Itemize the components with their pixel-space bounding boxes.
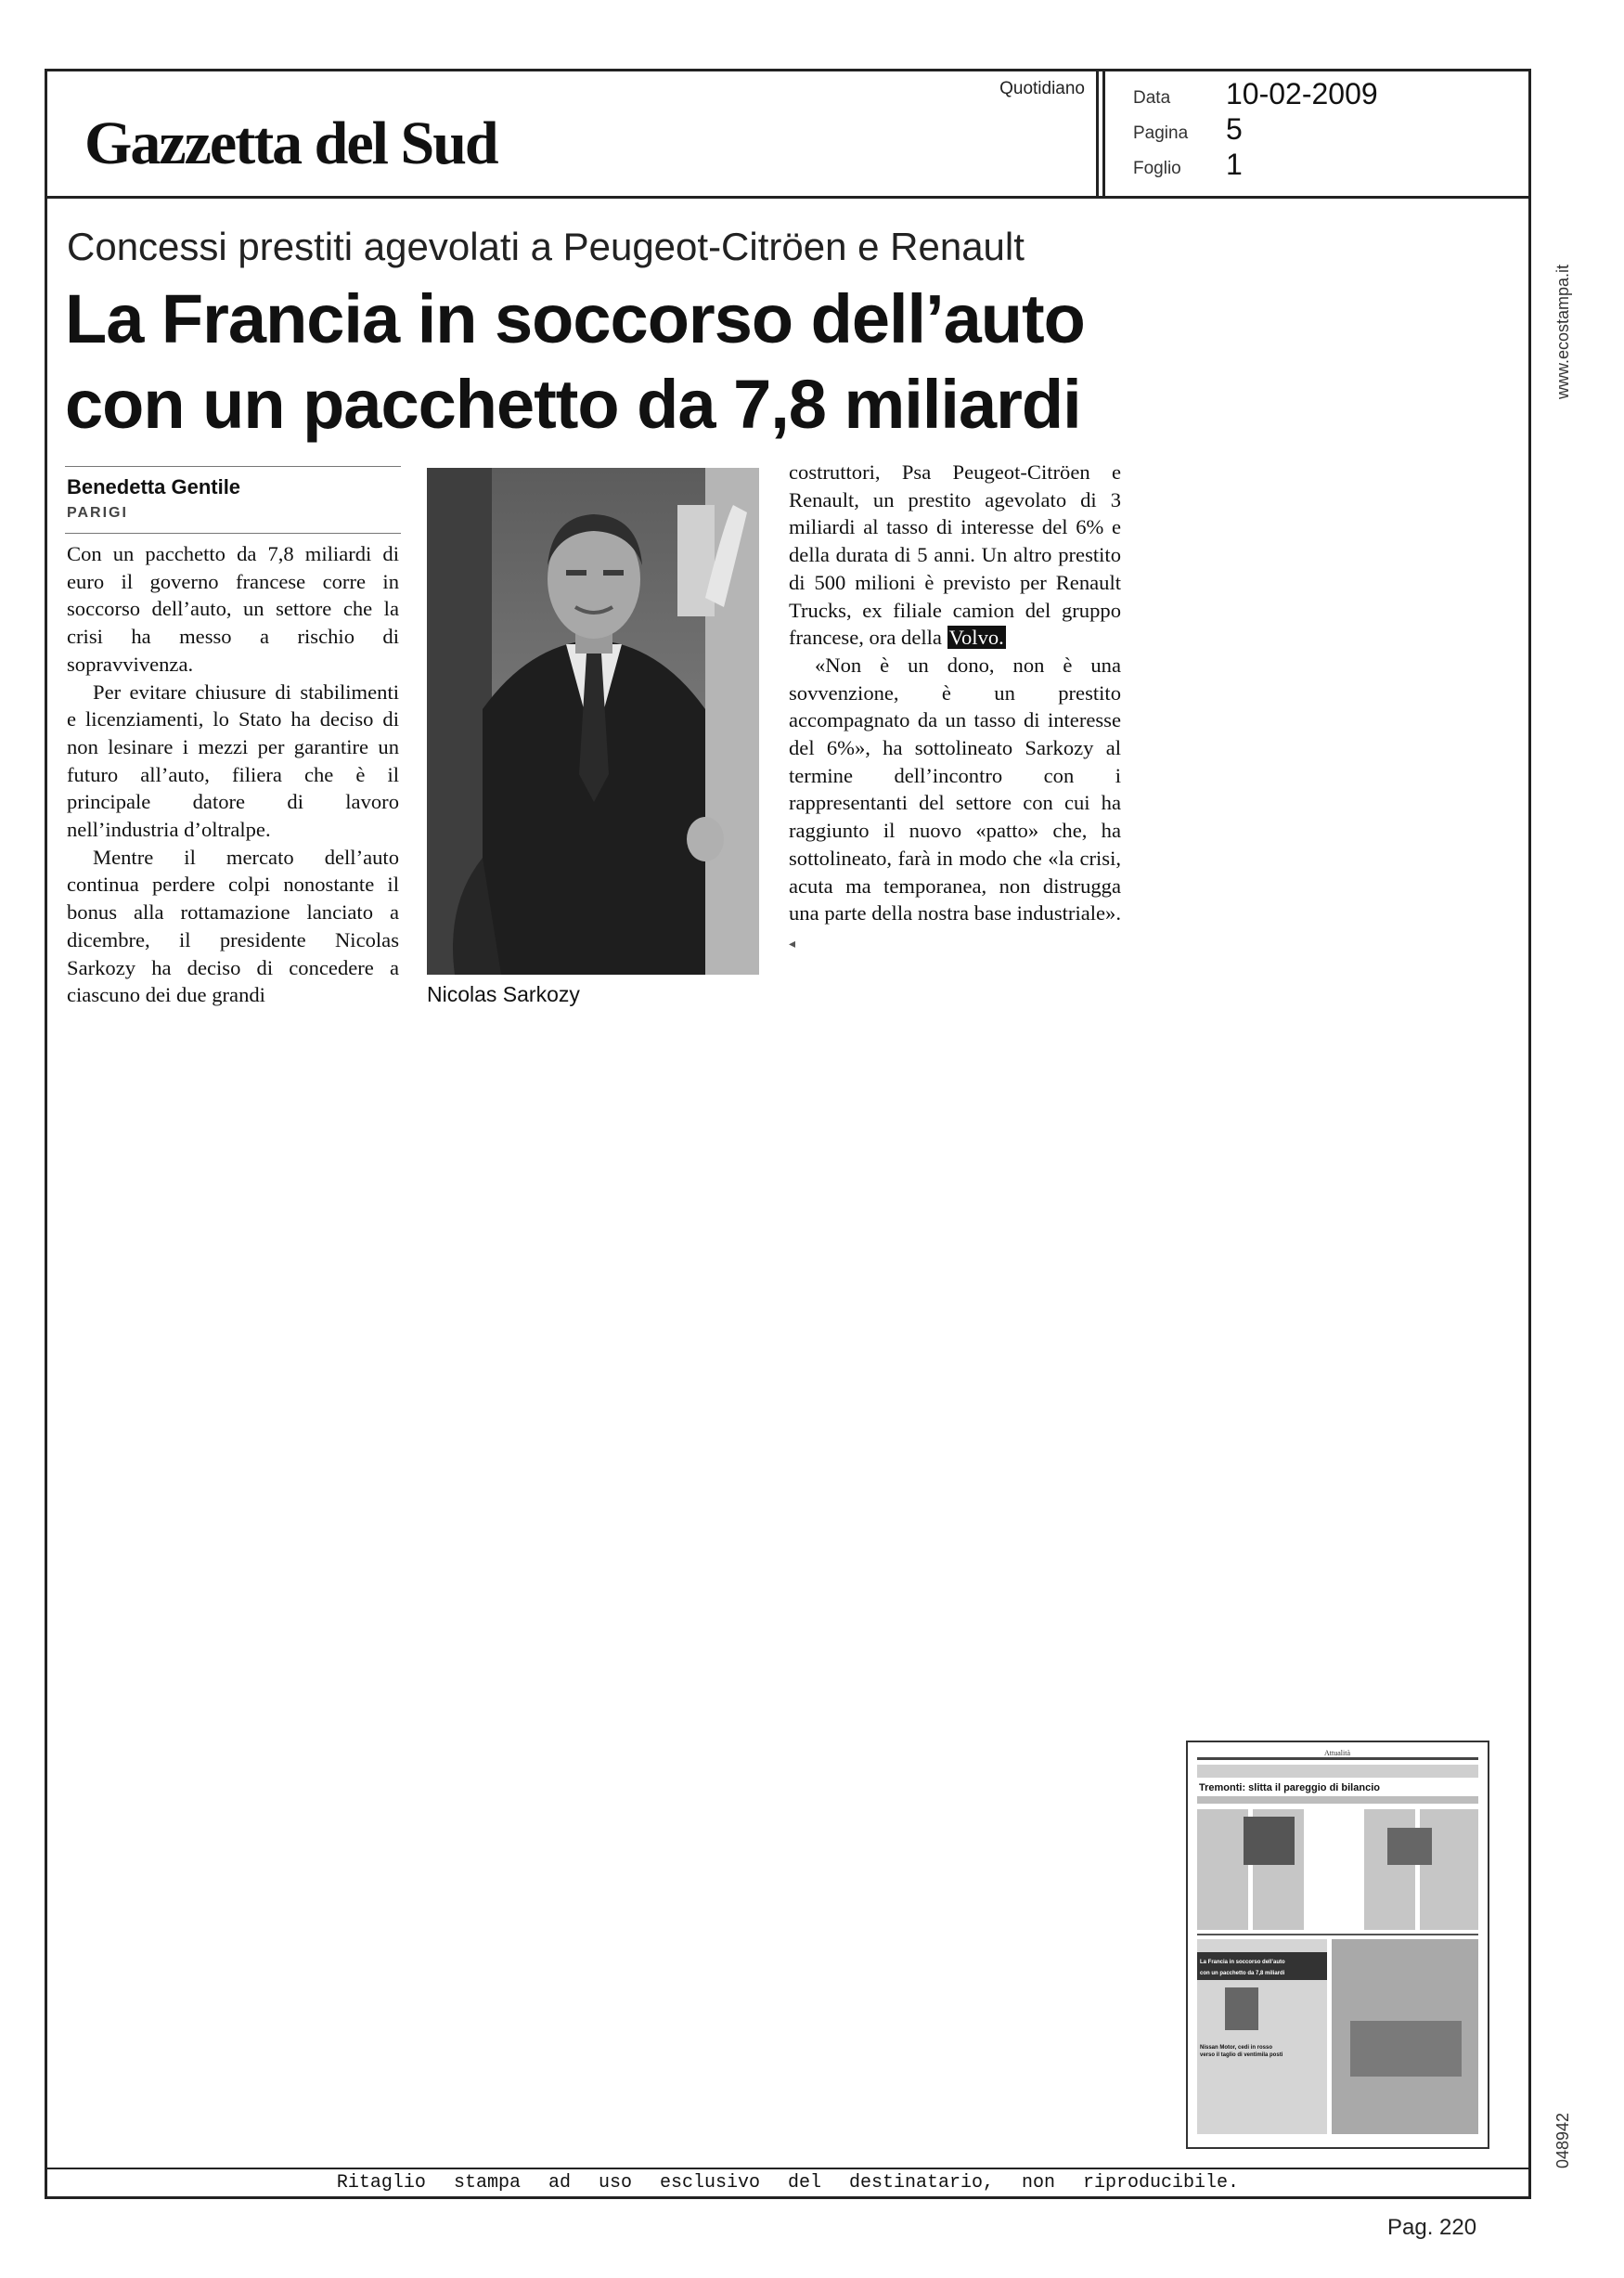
paragraph <box>789 459 1121 652</box>
photo-image <box>427 468 759 975</box>
headline-line-1: La Francia in soccorso dell’auto <box>65 280 1085 357</box>
date-value: 10-02-2009 <box>1226 77 1378 110</box>
paragraph-text: costruttori, Psa Peugeot-Citröen e Renault, un prestito agevolato di 3 miliardi al tasso di interesse del 6% e della durata di 5 anni. Un altro prestito di 500 milioni è previsto per Renault Trucks, ex filiale camion del gruppo francese, ora della <box>789 460 1121 650</box>
sheet-label: Foglio <box>1133 159 1181 178</box>
thumbnail-headline-mid: La Francia in soccorso dell’auto <box>1200 1960 1285 1965</box>
highlighted-term: Volvo. <box>948 626 1004 650</box>
reproduction-note: Ritaglio stampa ad uso esclusivo del destinatario, non riproducibile. <box>336 2172 1240 2194</box>
paragraph-text: «Non è un dono, non è una sovvenzione, è un prestito accompagnato da un tasso di interesse del 6%», ha sottolineato Sarkozy al termine dell’incontro con i rappresentanti del settore con cui ha raggiunto il nuovo «patto» che, ha sottolineato, farà in modo che «la crisi, acuta ma temporanea, non distrugga una parte della nostra base industriale». <box>789 653 1121 925</box>
end-mark-icon: ◂ <box>789 937 796 951</box>
article-headline <box>65 277 1225 447</box>
sheet-value: 1 <box>1226 148 1243 181</box>
side-url: www.ecostampa.it <box>1553 264 1572 399</box>
meta-divider <box>1096 71 1105 196</box>
byline-rule-bottom <box>65 533 401 534</box>
paragraph: Con un pacchetto da 7,8 miliardi di euro il governo francese corre in soccorso dell’auto, un settore che la crisi ha messo a rischio di sopravvivenza. <box>67 542 399 676</box>
article-column-1 <box>67 540 399 1009</box>
date-label: Data <box>1133 88 1171 108</box>
footer-rule <box>45 2168 1531 2169</box>
article-column-3 <box>789 459 1121 959</box>
publication-type: Quotidiano <box>999 79 1085 98</box>
newspaper-masthead: Gazzetta del Sud <box>84 110 497 177</box>
photo-caption: Nicolas Sarkozy <box>427 982 580 1006</box>
dateline: PARIGI <box>67 505 128 521</box>
thumbnail-headline-bottom: Nissan Motor, cedi in rosso <box>1200 2045 1273 2051</box>
paragraph: Per evitare chiusure di stabilimenti e licenziamenti, lo Stato ha deciso di non lesinare i mezzi per garantire un futuro all’auto, filiera che è il principale datore di lavoro nell’industria d’oltralpe. <box>67 680 399 842</box>
side-code: 048942 <box>1553 2112 1572 2168</box>
thumbnail-image <box>1188 1742 1488 2147</box>
thumbnail-headline-top: Tremonti: slitta il pareggio di bilancio <box>1199 1782 1380 1793</box>
sarkozy-photo <box>427 468 759 975</box>
svg-text:verso il taglio di ventimila p: verso il taglio di ventimila posti <box>1200 2052 1283 2058</box>
thumbnail-section: Attualità <box>1324 1749 1350 1757</box>
page-thumbnail <box>1186 1741 1489 2149</box>
thumbnail-headline-mid-2: con un pacchetto da 7,8 miliardi <box>1200 1971 1285 1976</box>
page-number: Pag. 220 <box>1387 2215 1477 2240</box>
masthead-header <box>45 69 1531 199</box>
headline-line-2: con un pacchetto da 7,8 miliardi <box>65 366 1081 443</box>
paragraph <box>789 652 1121 959</box>
byline-author: Benedetta Gentile <box>67 475 241 498</box>
page-label: Pagina <box>1133 123 1189 143</box>
article-kicker: Concessi prestiti agevolati a Peugeot-Citröen e Renault <box>67 225 1025 268</box>
paragraph: Mentre il mercato dell’auto continua perdere colpi nonostante il bonus alla rottamazione lanciato a dicembre, il presidente Nicolas Sarkozy ha deciso di concedere a ciascuno dei due grandi <box>67 845 399 1007</box>
page-value: 5 <box>1226 112 1243 146</box>
byline-rule-top <box>65 466 401 467</box>
